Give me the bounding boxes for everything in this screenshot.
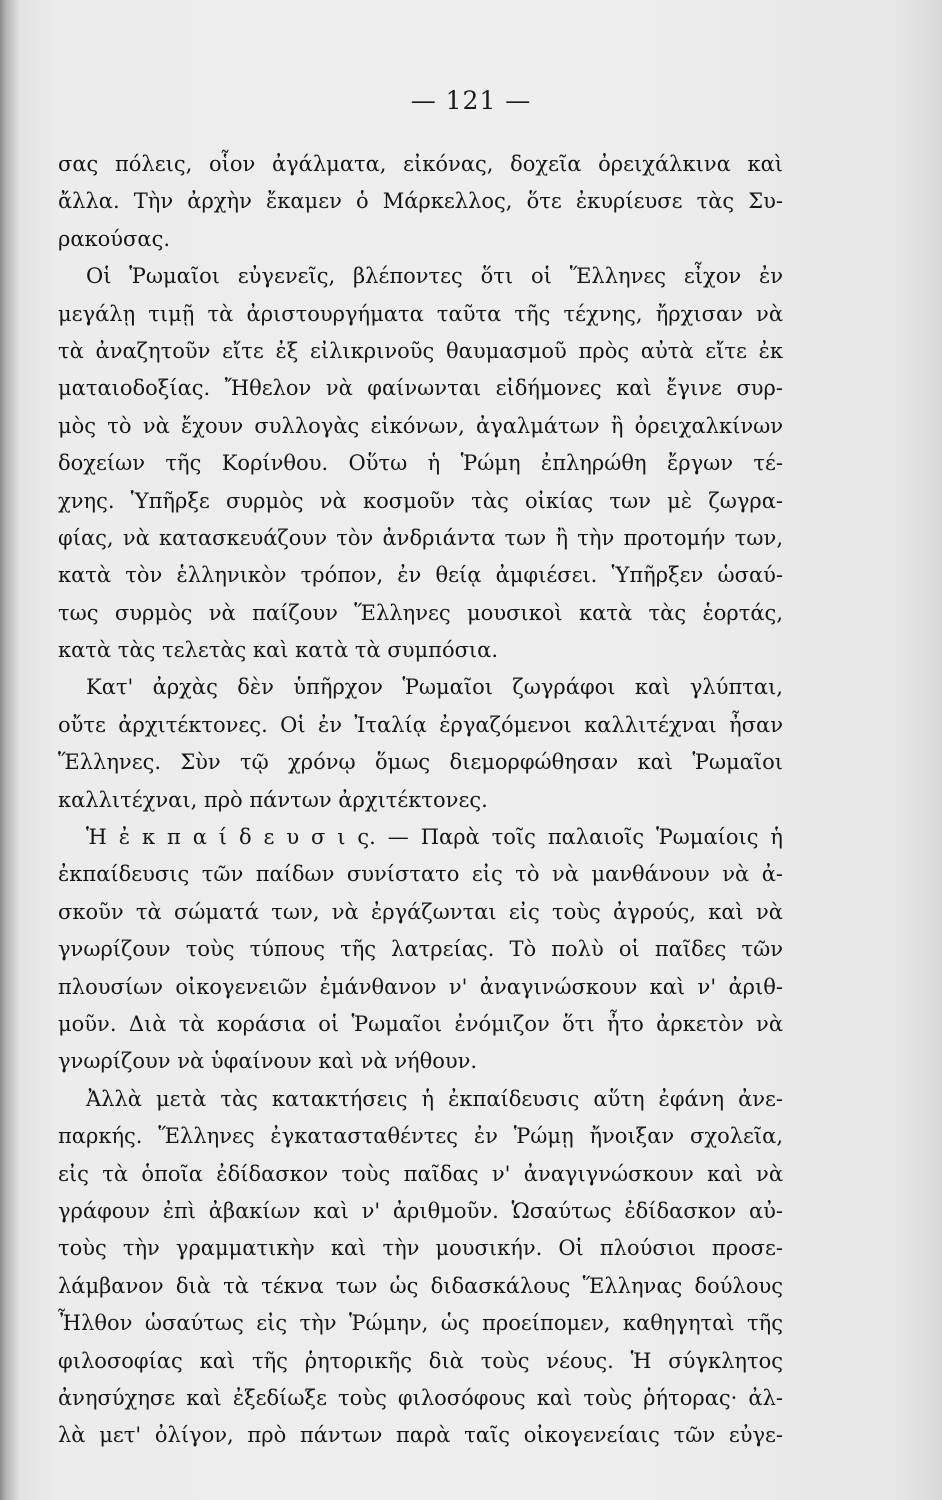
text-line: πλουσίων οἰκογενειῶν ἐμάνθανον ν' ἀναγινώσκουν καὶ ν' ἀριθ- <box>58 974 783 999</box>
text-line: καλλιτέχναι, πρὸ πάντων ἀρχιτέκτονες. <box>58 787 488 812</box>
text-line: γράφουν ἐπὶ ἀβακίων καὶ ν' ἀριθμοῦν. Ὡσαύτως ἐδίδασκον αὐ- <box>58 1198 783 1223</box>
text-line: μὸς τὸ νὰ ἔχουν συλλογὰς εἰκόνων, ἀγαλμάτων ἢ ὀρειχαλκίνων <box>58 413 783 438</box>
text-line: φίας, νὰ κατασκευάζουν τὸν ἀνδριάντα των ἢ τὴν προτομήν των, <box>58 525 783 550</box>
text-line: λάμβανον διὰ τὰ τέκνα των ὡς διδασκάλους Ἕλληνας δούλους <box>58 1273 783 1298</box>
text-line: κατὰ τὸν ἑλληνικὸν τρόπον, ἐν θείᾳ ἀμφιέσει. Ὑπῆρξεν ὡσαύ- <box>58 563 783 588</box>
text-line: λὰ μετ' ὀλίγον, πρὸ πάντων παρὰ ταῖς οἰκογενείαις τῶν εὐγε- <box>58 1423 783 1448</box>
text-line: γνωρίζουν τοὺς τύπους τῆς λατρείας. Τὸ πολὺ οἱ παῖδες τῶν <box>58 937 783 962</box>
text-line: Ἕλληνες. Σὺν τῷ χρόνῳ ὅμως διεμορφώθησαν καὶ Ῥωμαῖοι <box>58 750 783 775</box>
page-number: — 121 — <box>410 86 532 115</box>
text-line: γνωρίζουν νὰ ὑφαίνουν καὶ νὰ νήθουν. <box>58 1049 478 1074</box>
text-line: ἄλλα. Τὴν ἀρχὴν ἔκαμεν ὁ Μάρκελλος, ὅτε ἐκυρίευσε τὰς Συ- <box>58 189 783 214</box>
text-line: ρακούσας. <box>58 226 171 251</box>
text-line: χνης. Ὑπῆρξε συρμὸς νὰ κοσμοῦν τὰς οἰκίας των μὲ ζωγρα- <box>58 488 783 513</box>
text-line: Ἀλλὰ μετὰ τὰς κατακτήσεις ἡ ἐκπαίδευσις αὕτη ἐφάνη ἀνε- <box>86 1086 783 1111</box>
text-line: δοχείων τῆς Κορίνθου. Οὕτω ἡ Ῥώμη ἐπληρώθη ἔργων τέ- <box>58 451 783 476</box>
text-line: μεγάλῃ τιμῇ τὰ ἀριστουργήματα ταῦτα τῆς τέχνης, ἤρχισαν νὰ <box>58 301 783 326</box>
text-line: μοῦν. Διὰ τὰ κοράσια οἱ Ῥωμαῖοι ἐνόμιζον ὅτι ἦτο ἀρκετὸν νὰ <box>58 1011 783 1036</box>
text-line: Κατ' ἀρχὰς δὲν ὑπῆρχον Ῥωμαῖοι ζωγράφοι καὶ γλύπται, <box>86 675 783 700</box>
text-line: ἀνησύχησε καὶ ἐξεδίωξε τοὺς φιλοσόφους καὶ τοὺς ῥήτορας· ἀλ- <box>58 1385 783 1410</box>
text-line: κατὰ τὰς τελετὰς καὶ κατὰ τὰ συμπόσια. <box>58 638 499 663</box>
text-line: ματαιοδοξίας. Ἤθελον νὰ φαίνωνται εἰδήμονες καὶ ἔγινε συρ- <box>58 376 783 401</box>
text-line: εἰς τὰ ὁποῖα ἐδίδασκον τοὺς παῖδας ν' ἀναγιγνώσκουν καὶ νὰ <box>58 1161 783 1186</box>
text-line: τως συρμὸς νὰ παίζουν Ἕλληνες μουσικοὶ κατὰ τὰς ἑορτάς, <box>58 600 783 625</box>
text-line: Ἦλθον ὡσαύτως εἰς τὴν Ῥώμην, ὡς προείπομεν, καθηγηταὶ τῆς <box>58 1311 783 1336</box>
text-line: φιλοσοφίας καὶ τῆς ῥητορικῆς διὰ τοὺς νέους. Ἡ σύγκλητος <box>58 1348 783 1373</box>
text-line: τὰ ἀναζητοῦν εἴτε ἐξ εἰλικρινοῦς θαυμασμοῦ πρὸς αὐτὰ εἴτε ἐκ <box>58 338 783 363</box>
body-text <box>58 146 783 1455</box>
text-line: ἐκπαίδευσις τῶν παίδων συνίστατο εἰς τὸ νὰ μανθάνουν νὰ ἀ- <box>58 862 783 887</box>
text-line: οὔτε ἀρχιτέκτονες. Οἱ ἐν Ἰταλίᾳ ἐργαζόμενοι καλλιτέχναι ἦσαν <box>58 712 783 737</box>
text-line: παρκής. Ἕλληνες ἐγκατασταθέντες ἐν Ῥώμῃ ἤνοιξαν σχολεῖα, <box>58 1124 783 1149</box>
text-line: Οἱ Ῥωμαῖοι εὐγενεῖς, βλέποντες ὅτι οἱ Ἕλληνες εἶχον ἐν <box>86 264 783 289</box>
text-line: Ἡ ἐ κ π α ί δ ε υ σ ι ς. — Παρὰ τοῖς παλαιοῖς Ῥωμαίοις ἡ <box>86 825 783 850</box>
text-line: σας πόλεις, οἷον ἀγάλματα, εἰκόνας, δοχεῖα ὀρειχάλκινα καὶ <box>58 152 783 176</box>
text-line: σκοῦν τὰ σώματά των, νὰ ἐργάζωνται εἰς τοὺς ἀγρούς, καὶ νὰ <box>58 899 783 924</box>
text-line: τοὺς τὴν γραμματικὴν καὶ τὴν μουσικήν. Οἱ πλούσιοι προσε- <box>58 1236 783 1261</box>
